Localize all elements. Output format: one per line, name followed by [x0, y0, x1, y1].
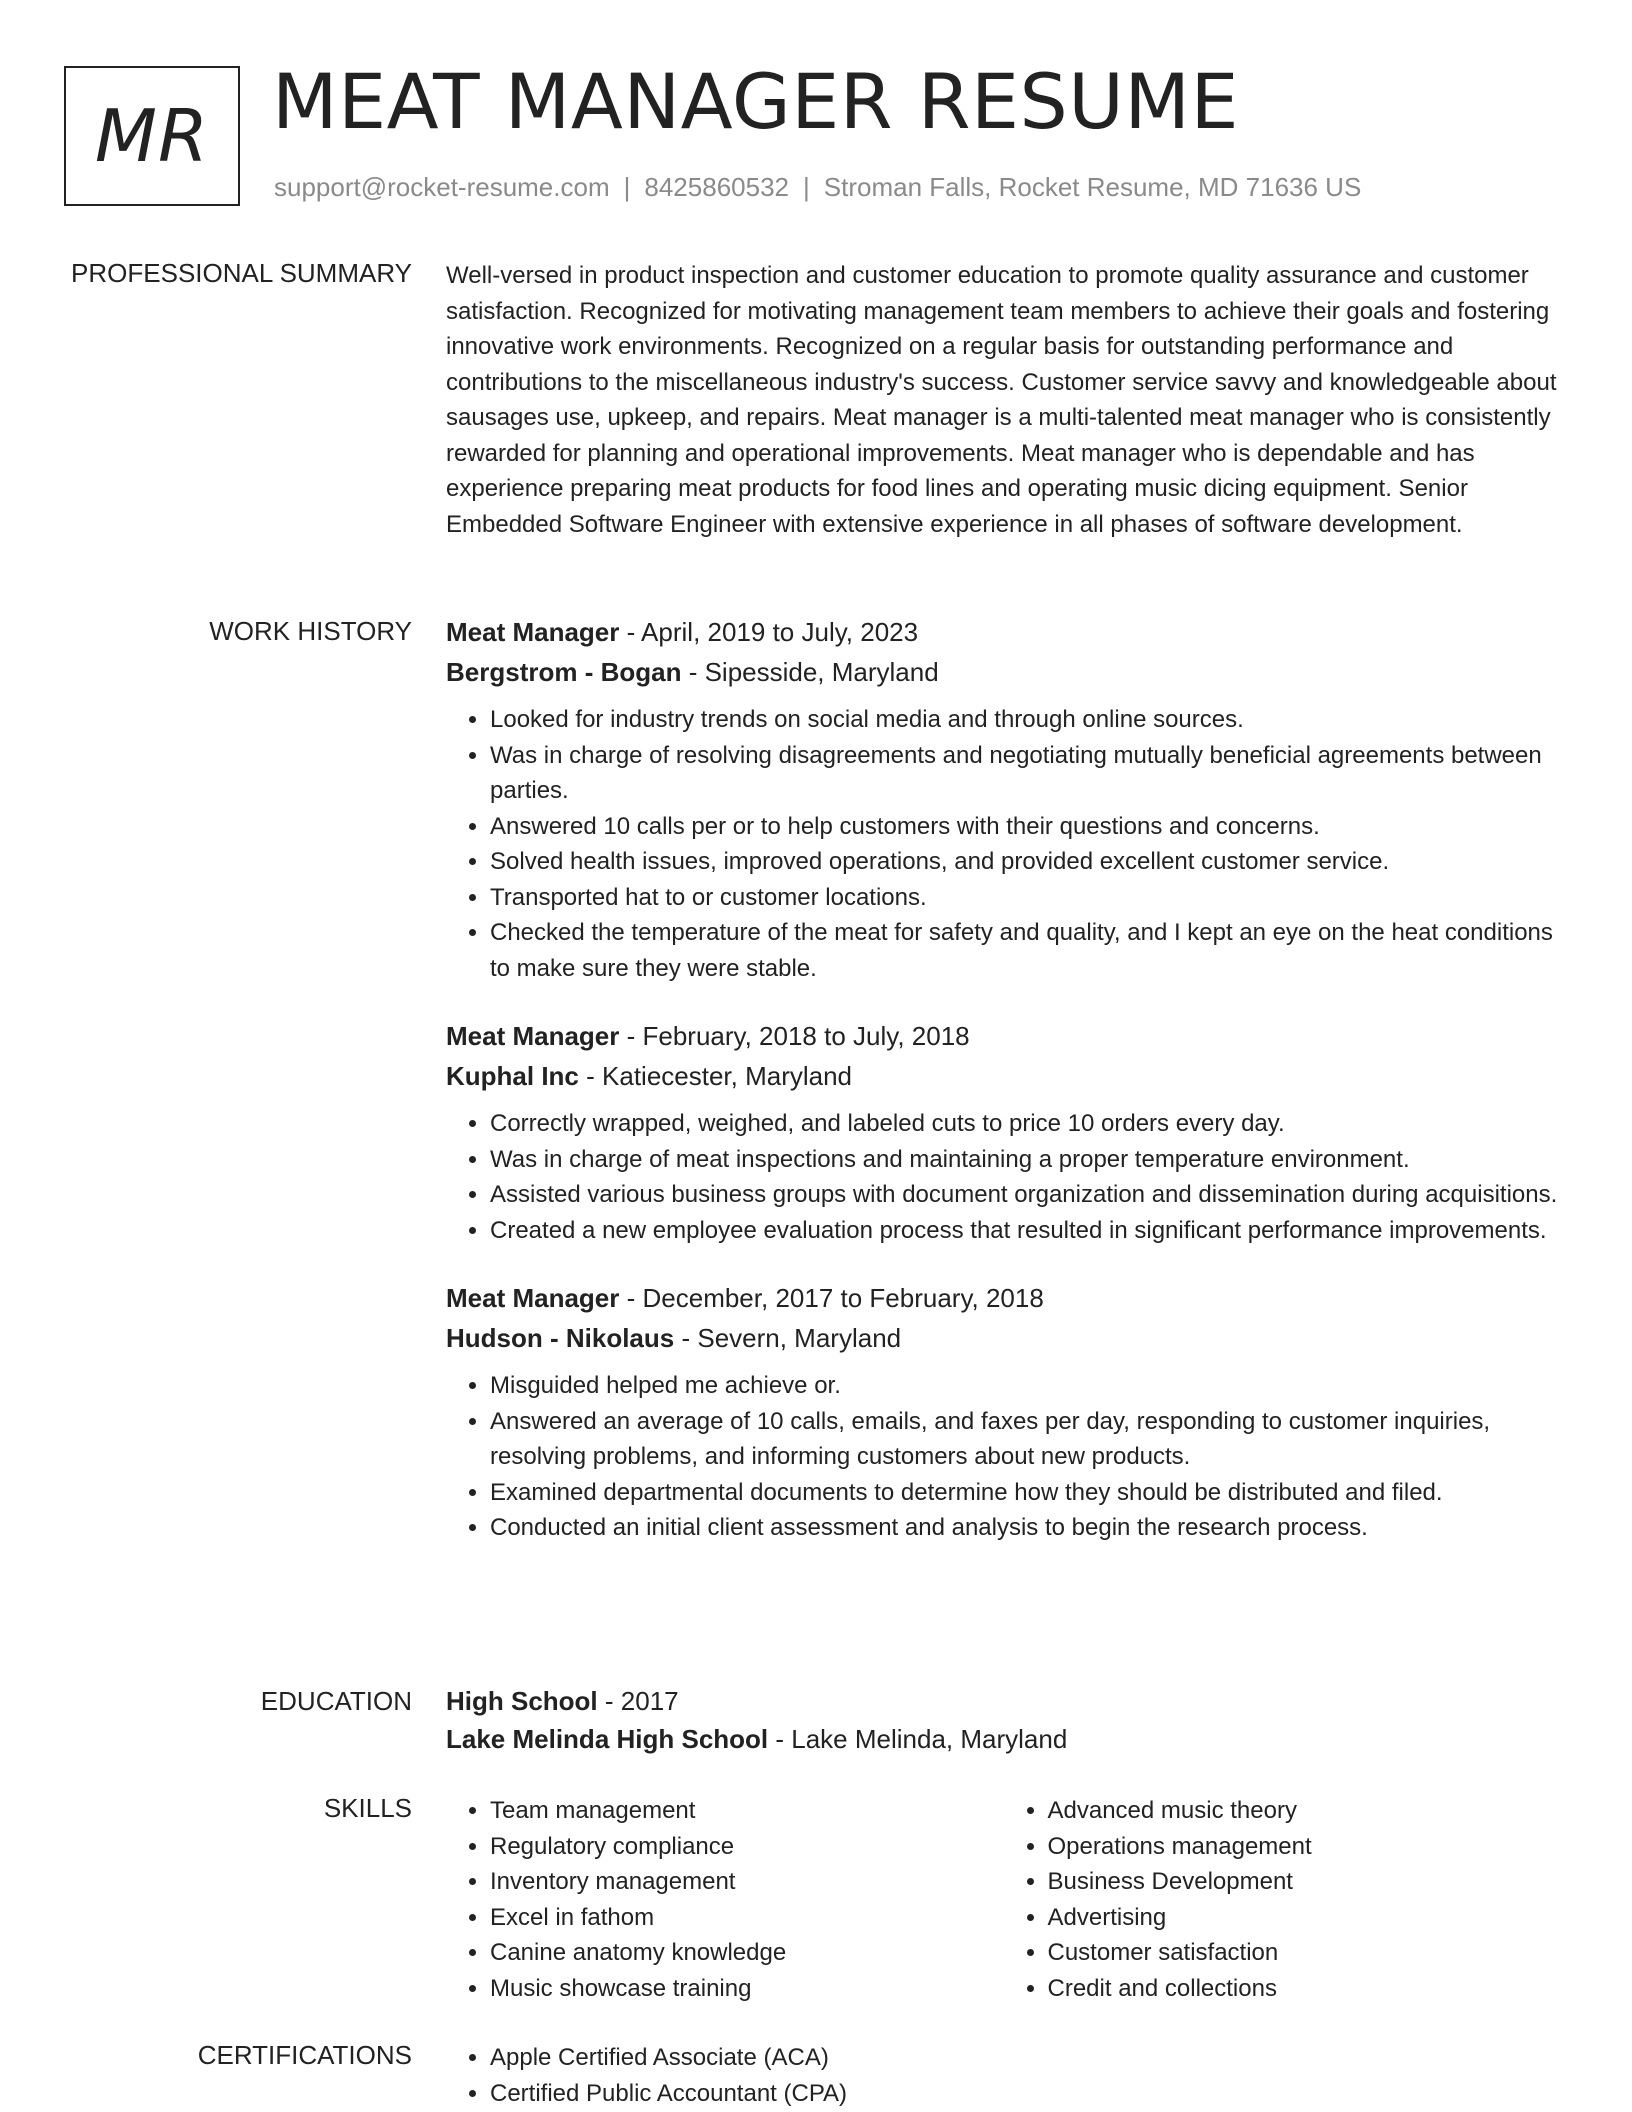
summary-text: Well-versed in product inspection and customer education to promote quality assurance and customer satisfaction. Recognized for motivating management team members to achieve their goals and fostering innovative work environments. Recognized on a regular basis for outstanding performance and contributions to the miscellaneous industry's success. Customer service savvy and knowledgeable about sausages use, upkeep, and repairs. Meat manager is a multi-talented meat manager who is consistently rewarded for planning and operational improvements. Meat manager who is dependable and has experience preparing meat products for food lines and operating music dicing equipment. Senior Embedded Software Engineer with extensive experience in all phases of software development.	[446, 262, 1557, 538]
skill-item: • Canine anatomy knowledge	[490, 1935, 1004, 1971]
job-bullet: • Was in charge of meat inspections and maintaining a proper temperature environment.	[490, 1142, 1561, 1178]
job-entry	[446, 1016, 1561, 1248]
education-year: - 2017	[597, 1686, 679, 1716]
job-location: - Katiecester, Maryland	[578, 1061, 853, 1091]
skill-item: • Advanced music theory	[1048, 1793, 1562, 1829]
job-title-line	[446, 612, 1561, 652]
education-school: Lake Melinda High School	[446, 1724, 769, 1754]
job-location: - Sipesside, Maryland	[681, 657, 939, 687]
job-entry	[446, 612, 1561, 986]
certification-item: • Certified Public Accountant (CPA)	[490, 2076, 1561, 2112]
section-label-skills: SKILLS	[323, 1793, 412, 1823]
job-bullet: • Correctly wrapped, weighed, and labeled cuts to price 10 orders every day.	[490, 1106, 1561, 1142]
job-company: Hudson - Nikolaus	[446, 1323, 675, 1353]
education-degree: High School	[446, 1686, 598, 1716]
job-dates: - April, 2019 to July, 2023	[619, 617, 919, 647]
section-label-certifications: CERTIFICATIONS	[197, 2040, 412, 2070]
contact-address: Stroman Falls, Rocket Resume, MD 71636 US	[823, 172, 1362, 202]
certifications-list	[446, 2040, 1561, 2111]
skill-item: • Credit and collections	[1048, 1971, 1562, 2007]
job-title-line	[446, 1278, 1561, 1318]
job-bullets	[446, 702, 1561, 986]
contact-phone: 8425860532	[644, 172, 789, 202]
skill-item: • Operations management	[1048, 1829, 1562, 1865]
job-company-line	[446, 1318, 1561, 1358]
job-company-line	[446, 1056, 1561, 1096]
job-bullet: • Answered 10 calls per or to help customers with their questions and concerns.	[490, 809, 1561, 845]
section-label-summary: PROFESSIONAL SUMMARY	[71, 258, 412, 288]
skills-list-right	[1004, 1793, 1562, 2006]
skill-item: • Excel in fathom	[490, 1900, 1004, 1936]
job-location: - Severn, Maryland	[674, 1323, 902, 1353]
education-school-line	[446, 1720, 1561, 1758]
skill-item: • Business Development	[1048, 1864, 1562, 1900]
job-company: Bergstrom - Bogan	[446, 657, 682, 687]
job-title: Meat Manager	[446, 617, 620, 647]
job-bullet: • Created a new employee evaluation process that resulted in significant performance improvements.	[490, 1213, 1561, 1249]
job-bullet: • Misguided helped me achieve or.	[490, 1368, 1561, 1404]
skill-item: • Advertising	[1048, 1900, 1562, 1936]
contact-separator: |	[623, 172, 631, 202]
job-bullet: • Checked the temperature of the meat for safety and quality, and I kept an eye on the heat conditions to make sure they were stable.	[490, 915, 1561, 986]
skill-item: • Regulatory compliance	[490, 1829, 1004, 1865]
contact-line	[274, 172, 1361, 203]
monogram-initials: MR	[94, 94, 210, 178]
job-bullets	[446, 1106, 1561, 1248]
education-location: - Lake Melinda, Maryland	[768, 1724, 1068, 1754]
job-dates: - December, 2017 to February, 2018	[619, 1283, 1044, 1313]
education-degree-line	[446, 1682, 1561, 1720]
job-title: Meat Manager	[446, 1021, 620, 1051]
job-bullet: • Solved health issues, improved operations, and provided excellent customer service.	[490, 844, 1561, 880]
certification-item: • Apple Certified Associate (ACA)	[490, 2040, 1561, 2076]
job-company: Kuphal Inc	[446, 1061, 579, 1091]
job-title-line	[446, 1016, 1561, 1056]
job-company-line	[446, 652, 1561, 692]
job-bullet: • Conducted an initial client assessment and analysis to begin the research process.	[490, 1510, 1561, 1546]
job-bullet: • Assisted various business groups with document organization and dissemination during acquisitions.	[490, 1177, 1561, 1213]
section-label-education: EDUCATION	[260, 1686, 412, 1716]
skill-item: • Inventory management	[490, 1864, 1004, 1900]
contact-email: support@rocket-resume.com	[274, 172, 610, 202]
job-dates: - February, 2018 to July, 2018	[619, 1021, 970, 1051]
job-bullet: • Transported hat to or customer locations.	[490, 880, 1561, 916]
contact-separator: |	[803, 172, 810, 202]
skill-item: • Team management	[490, 1793, 1004, 1829]
job-bullet: • Looked for industry trends on social media and through online sources.	[490, 702, 1561, 738]
section-label-work-history: WORK HISTORY	[209, 616, 412, 646]
monogram-badge	[64, 66, 240, 206]
job-title: Meat Manager	[446, 1283, 620, 1313]
resume-title: MEAT MANAGER RESUME	[272, 57, 1239, 146]
skill-item: • Customer satisfaction	[1048, 1935, 1562, 1971]
skill-item: • Music showcase training	[490, 1971, 1004, 2007]
job-bullets	[446, 1368, 1561, 1546]
job-entry	[446, 1278, 1561, 1546]
skills-list-left	[446, 1793, 1004, 2006]
job-bullet: • Answered an average of 10 calls, emails, and faxes per day, responding to customer inquiries, resolving problems, and informing customers about new products.	[490, 1404, 1561, 1475]
job-bullet: • Was in charge of resolving disagreements and negotiating mutually beneficial agreements between parties.	[490, 738, 1561, 809]
job-bullet: • Examined departmental documents to determine how they should be distributed and filed.	[490, 1475, 1561, 1511]
